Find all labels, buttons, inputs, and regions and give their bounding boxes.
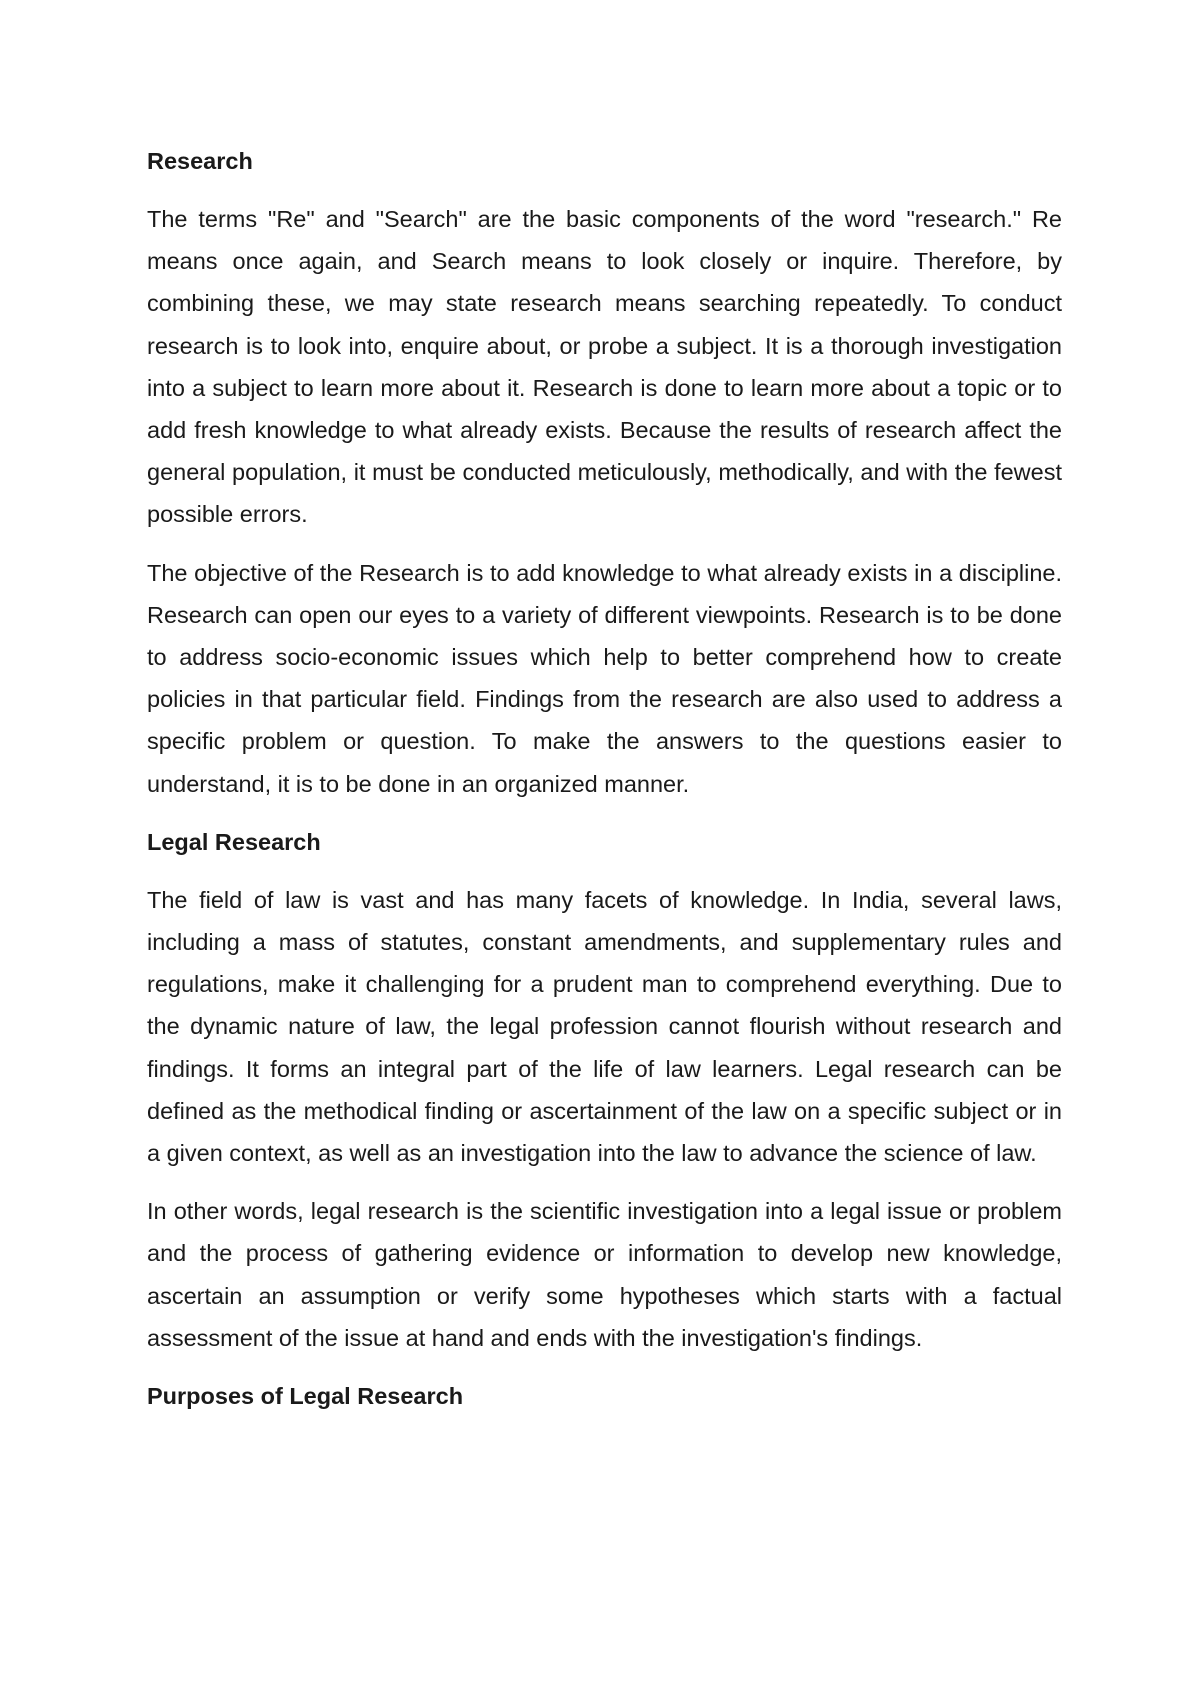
document-page xyxy=(147,140,1062,1433)
section-heading-legal-research: Legal Research xyxy=(147,828,321,855)
section-heading-purposes-of-legal-research: Purposes of Legal Research xyxy=(147,1383,464,1410)
section-heading-research: Research xyxy=(147,148,253,174)
paragraph-legal-research-other-words: In other words, legal research is the scientific investigation into a legal issue or problem and the process of gathering evidence or information to develop new knowledge, ascertain an assumption or verify some hypotheses which starts with a factual assessment of the issue at hand and ends with the investigation's findings. xyxy=(147,1198,1062,1351)
paragraph-research-objective: The objective of the Research is to add knowledge to what already exists in a discipline. Research can open our eyes to a variety of different viewpoints. Research is to be done to address socio-economic issues which help to better comprehend how to create policies in that particular field. Findings from the research are also used to address a specific problem or question. To make the answers to the questions easier to understand, it is to be done in an organized manner. xyxy=(147,559,1062,797)
paragraph-research-definition: The terms "Re" and "Search" are the basic components of the word "research." Re means once again, and Search means to look closely or inquire. Therefore, by combining these, we may state research means searching repeatedly. To conduct research is to look into, enquire about, or probe a subject. It is a thorough investigation into a subject to learn more about it. Research is done to learn more about a topic or to add fresh knowledge to what already exists. Because the results of research affect the general population, it must be conducted meticulously, methodically, and with the fewest possible errors. xyxy=(147,206,1062,528)
paragraph-legal-research-definition: The field of law is vast and has many facets of knowledge. In India, several laws, including a mass of statutes, constant amendments, and supplementary rules and regulations, make it challenging for a prudent man to comprehend everything. Due to the dynamic nature of law, the legal profession cannot flourish without research and findings. It forms an integral part of the life of law learners. Legal research can be defined as the methodical finding or ascertainment of the law on a specific subject or in a given context, as well as an investigation into the law to advance the science of law. xyxy=(147,886,1062,1167)
